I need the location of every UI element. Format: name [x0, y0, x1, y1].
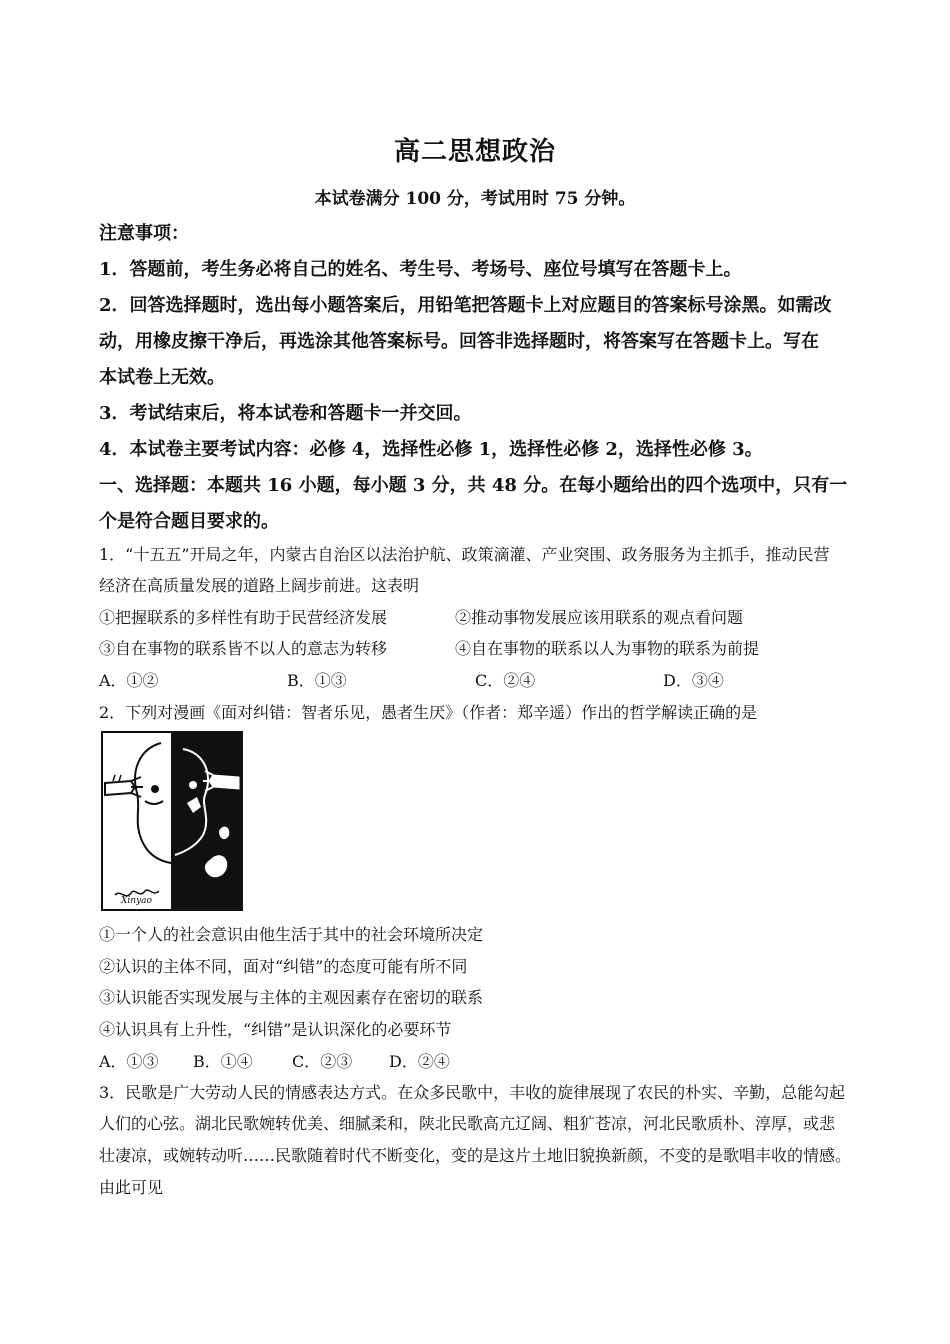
q2-statement-2: ②认识的主体不同，面对“纠错”的态度可能有所不同 [99, 957, 468, 976]
q3-line-1: 3．民歌是广大劳动人民的情感表达方式。在众多民歌中，丰收的旋律展现了农民的朴实、辛勤，总能勾起 [99, 1083, 846, 1102]
exam-info: 本试卷满分 100 分，考试用时 75 分钟。 [314, 189, 636, 209]
q3-line-3: 壮凄凉，或婉转动听……民歌随着时代不断变化，变的是这片土地旧貌换新颜，不变的是歌唱丰收的情感。 [99, 1146, 852, 1165]
q1-statement-1: ①把握联系的多样性有助于民营经济发展 [99, 608, 388, 627]
notice-item-3: 3．考试结束后，将本试卷和答题卡一并交回。 [99, 403, 472, 424]
notice-item-4: 4．本试卷主要考试内容：必修 4，选择性必修 1，选择性必修 2，选择性必修 3。 [99, 439, 763, 460]
q2-statement-3: ③认识能否实现发展与主体的主观因素存在密切的联系 [99, 988, 484, 1007]
notice-item-2-line-3: 本试卷上无效。 [99, 367, 225, 388]
q1-option-d: D．③④ [663, 671, 724, 690]
q2-option-c: C．②③ [292, 1052, 353, 1071]
q1-statement-3: ③自在事物的联系皆不以人的意志为转移 [99, 639, 388, 658]
q3-line-2: 人们的心弦。湖北民歌婉转优美、细腻柔和，陕北民歌高亢辽阔、粗犷苍凉，河北民歌质朴、淳厚，或悲 [99, 1114, 836, 1133]
q1-option-a: A．①② [99, 671, 159, 690]
q2-statement-1: ①一个人的社会意识由他生活于其中的社会环境所决定 [99, 925, 484, 944]
section-heading-line-1: 一、选择题：本题共 16 小题，每小题 3 分，共 48 分。在每小题给出的四个选项中，只有一 [99, 475, 848, 496]
comic-illustration [101, 731, 243, 911]
notice-item-1: 1．答题前，考生务必将自己的姓名、考生号、考场号、座位号填写在答题卡上。 [99, 259, 742, 280]
q3-line-4: 由此可见 [99, 1178, 164, 1197]
q2-option-d: D．②④ [389, 1052, 450, 1071]
notice-item-2-line-1: 2．回答选择题时，选出每小题答案后，用铅笔把答题卡上对应题目的答案标号涂黑。如需改 [99, 295, 832, 316]
q1-statement-2: ②推动事物发展应该用联系的观点看问题 [455, 608, 744, 627]
q1-statement-4: ④自在事物的联系以人为事物的联系为前提 [455, 639, 760, 658]
q1-option-c: C．②④ [475, 671, 536, 690]
notice-heading: 注意事项： [99, 223, 189, 244]
q2-statement-4: ④认识具有上升性，“纠错”是认识深化的必要环节 [99, 1020, 452, 1039]
q2-stem: 2．下列对漫画《面对纠错：智者乐见，愚者生厌》（作者：郑辛遥）作出的哲学解读正确的是 [99, 703, 758, 722]
notice-item-2-line-2: 动，用橡皮擦干净后，再选涂其他答案标号。回答非选择题时，将答案写在答题卡上。写在 [99, 331, 819, 352]
q1-stem-line-1: 1．“十五五”开局之年，内蒙古自治区以法治护航、政策滴灌、产业突围、政务服务为主抓手，推动民营 [99, 545, 830, 564]
section-heading-line-2: 个是符合题目要求的。 [99, 511, 279, 532]
q2-option-a: A．①③ [99, 1052, 159, 1071]
q1-stem-line-2: 经济在高质量发展的道路上阔步前进。这表明 [99, 576, 420, 595]
q1-option-b: B．①③ [287, 671, 347, 690]
page-title: 高二思想政治 [393, 137, 556, 167]
q2-option-b: B．①④ [193, 1052, 253, 1071]
comic-signature: Xinyao [121, 896, 152, 906]
